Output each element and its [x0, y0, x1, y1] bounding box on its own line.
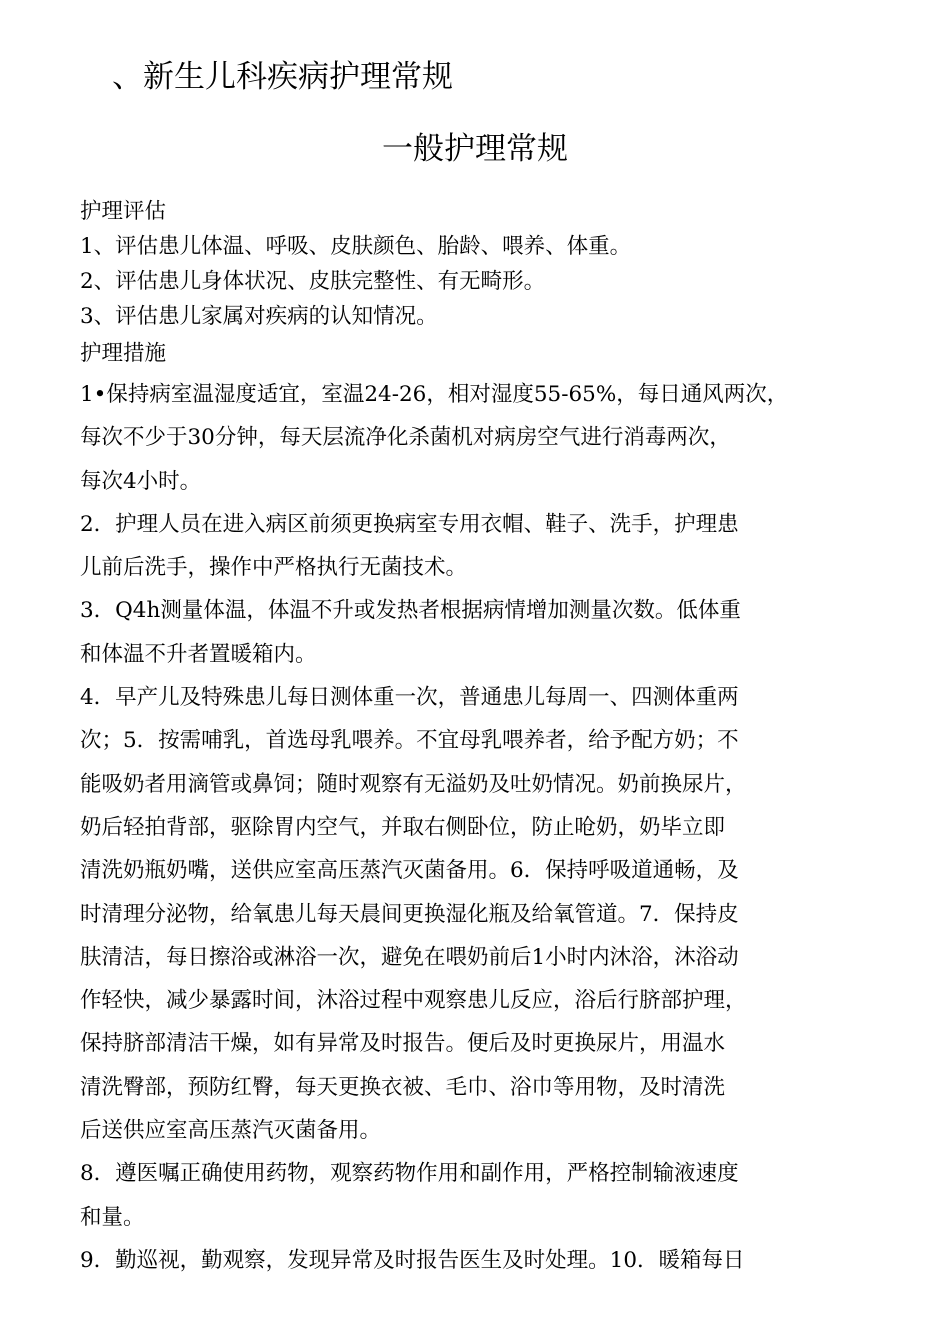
paragraph-line: 9．勤巡视，勤观察，发现异常及时报告医生及时处理。10．暖箱每日 [80, 1247, 745, 1273]
paragraph-line: 能吸奶者用滴管或鼻饲；随时观察有无溢奶及吐奶情况。奶前换尿片， [80, 771, 747, 797]
assessment-item: 2、评估患儿身体状况、皮肤完整性、有无畸形。 [80, 269, 546, 294]
measure-paragraph-8 [80, 1152, 895, 1239]
assessment-item: 3、评估患儿家属对疾病的认知情况。 [80, 304, 438, 329]
measure-paragraph-9 [80, 1239, 895, 1282]
measure-paragraph-4 [80, 676, 895, 1152]
measures-heading: 护理措施 [80, 341, 167, 366]
assessment-list [80, 229, 895, 334]
measure-paragraph-3 [80, 589, 895, 676]
paragraph-line: 后送供应室高压蒸汽灭菌备用。 [80, 1118, 382, 1144]
paragraph-line: 儿前后洗手，操作中严格执行无菌技术。 [80, 555, 468, 581]
measures-section [80, 337, 895, 371]
assessment-heading: 护理评估 [80, 199, 167, 224]
paragraph-line: 肤清洁，每日擦浴或淋浴一次，避免在喂奶前后1小时内沐浴，沐浴动 [80, 944, 739, 970]
paragraph-line: 每次不少于30分钟，每天层流净化杀菌机对病房空气进行消毒两次， [80, 425, 731, 451]
measures-body [80, 373, 895, 1282]
paragraph-line: 8．遵医嘱正确使用药物，观察药物作用和副作用，严格控制输液速度 [80, 1161, 739, 1187]
paragraph-line: 清洗奶瓶奶嘴，送供应室高压蒸汽灭菌备用。6．保持呼吸道通畅，及 [80, 858, 739, 884]
paragraph-line: 2．护理人员在进入病区前须更换病室专用衣帽、鞋子、洗手，护理患 [80, 511, 739, 537]
paragraph-line: 次；5．按需哺乳，首选母乳喂养。不宜母乳喂养者，给予配方奶；不 [80, 728, 739, 754]
paragraph-line: 保持脐部清洁干燥，如有异常及时报告。便后及时更换尿片，用温水 [80, 1031, 726, 1057]
paragraph-line: 4．早产儿及特殊患儿每日测体重一次，普通患儿每周一、四测体重两 [80, 685, 739, 711]
measure-paragraph-1 [80, 373, 895, 503]
document-title: 、新生儿科疾病护理常规 [112, 59, 453, 95]
paragraph-line: 奶后轻拍背部，驱除胃内空气，并取右侧卧位，防止呛奶，奶毕立即 [80, 814, 726, 840]
paragraph-line: 1•保持病室温湿度适宜，室温24-26，相对湿度55-65%，每日通风两次， [80, 382, 789, 407]
paragraph-line: 和体温不升者置暖箱内。 [80, 641, 317, 667]
paragraph-line: 作轻快，减少暴露时间，沐浴过程中观察患儿反应，浴后行脐部护理， [80, 988, 747, 1014]
paragraph-line: 和量。 [80, 1204, 145, 1230]
assessment-section [80, 195, 895, 334]
section-title: 一般护理常规 [382, 131, 568, 167]
paragraph-line: 清洗臀部，预防红臀，每天更换衣被、毛巾、浴巾等用物，及时清洗 [80, 1074, 726, 1100]
paragraph-line: 时清理分泌物，给氧患儿每天晨间更换湿化瓶及给氧管道。7．保持皮 [80, 901, 739, 927]
paragraph-line: 3．Q4h测量体温，体温不升或发热者根据病情增加测量次数。低体重 [80, 598, 741, 624]
paragraph-line: 每次4小时。 [80, 468, 202, 494]
assessment-item: 1、评估患儿体温、呼吸、皮肤颜色、胎龄、喂养、体重。 [80, 234, 632, 259]
measure-paragraph-2 [80, 503, 895, 590]
